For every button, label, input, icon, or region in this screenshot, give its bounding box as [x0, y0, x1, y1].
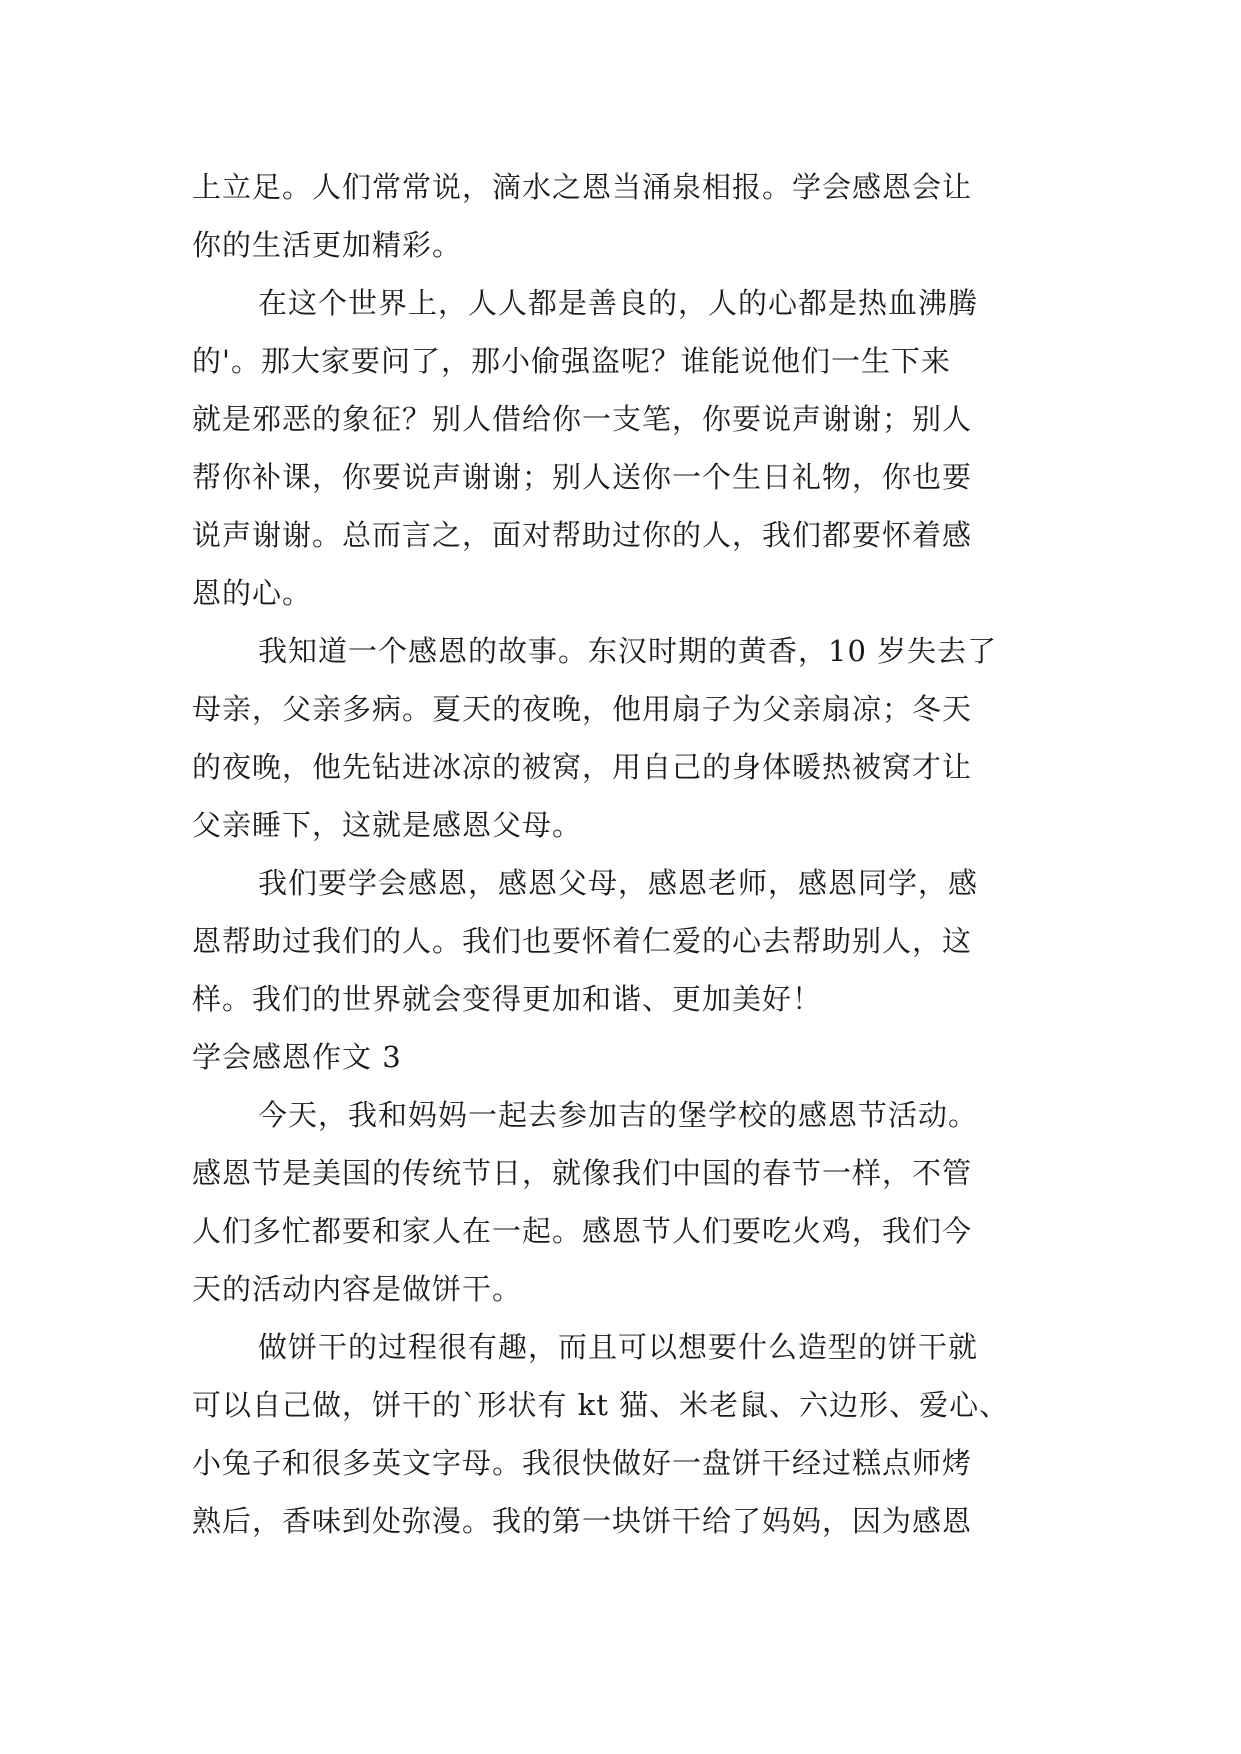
paragraph-start-line: 做饼干的过程很有趣，而且可以想要什么造型的饼干就 — [258, 1330, 979, 1364]
paragraph-start-line: 我们要学会感恩，感恩父母，感恩老师，感恩同学，感 — [258, 866, 979, 900]
text-line: 人们多忙都要和家人在一起。感恩节人们要吃火鸡，我们今 — [192, 1214, 973, 1248]
text-line: 的夜晚，他先钻进冰凉的被窝，用自己的身体暖热被窝才让 — [192, 750, 973, 784]
text-line: 父亲睡下，这就是感恩父母。 — [192, 808, 583, 842]
text-line: 母亲，父亲多病。夏天的夜晚，他用扇子为父亲扇凉；冬天 — [192, 692, 973, 726]
text-line: 恩帮助过我们的人。我们也要怀着仁爱的心去帮助别人，这 — [192, 924, 973, 958]
text-line: 感恩节是美国的传统节日，就像我们中国的春节一样，不管 — [192, 1156, 973, 1190]
paragraph-start-line: 在这个世界上，人人都是善良的，人的心都是热血沸腾 — [258, 286, 979, 320]
text-line: 的'。那大家要问了，那小偷强盗呢？谁能说他们一生下来 — [192, 344, 951, 378]
text-line: 就是邪恶的象征？别人借给你一支笔，你要说声谢谢；别人 — [192, 402, 973, 436]
text-line: 小兔子和很多英文字母。我很快做好一盘饼干经过糕点师烤 — [192, 1446, 973, 1480]
text-line: 可以自己做，饼干的`形状有 kt 猫、米老鼠、六边形、爱心、 — [192, 1388, 1010, 1422]
text-line: 熟后，香味到处弥漫。我的第一块饼干给了妈妈，因为感恩 — [192, 1504, 973, 1538]
text-line: 上立足。人们常常说，滴水之恩当涌泉相报。学会感恩会让 — [192, 170, 973, 204]
text-line: 帮你补课，你要说声谢谢；别人送你一个生日礼物，你也要 — [192, 460, 973, 494]
section-heading: 学会感恩作文 3 — [192, 1040, 402, 1074]
text-line: 恩的心。 — [192, 576, 313, 610]
text-line: 天的活动内容是做饼干。 — [192, 1272, 523, 1306]
paragraph-start-line: 我知道一个感恩的故事。东汉时期的黄香，10 岁失去了 — [258, 634, 998, 668]
essay-body — [192, 158, 1052, 1550]
text-line: 说声谢谢。总而言之，面对帮助过你的人，我们都要怀着感 — [192, 518, 973, 552]
paragraph-start-line: 今天，我和妈妈一起去参加吉的堡学校的感恩节活动。 — [258, 1098, 979, 1132]
text-line: 样。我们的世界就会变得更加和谐、更加美好！ — [192, 982, 823, 1016]
text-line: 你的生活更加精彩。 — [192, 228, 463, 262]
